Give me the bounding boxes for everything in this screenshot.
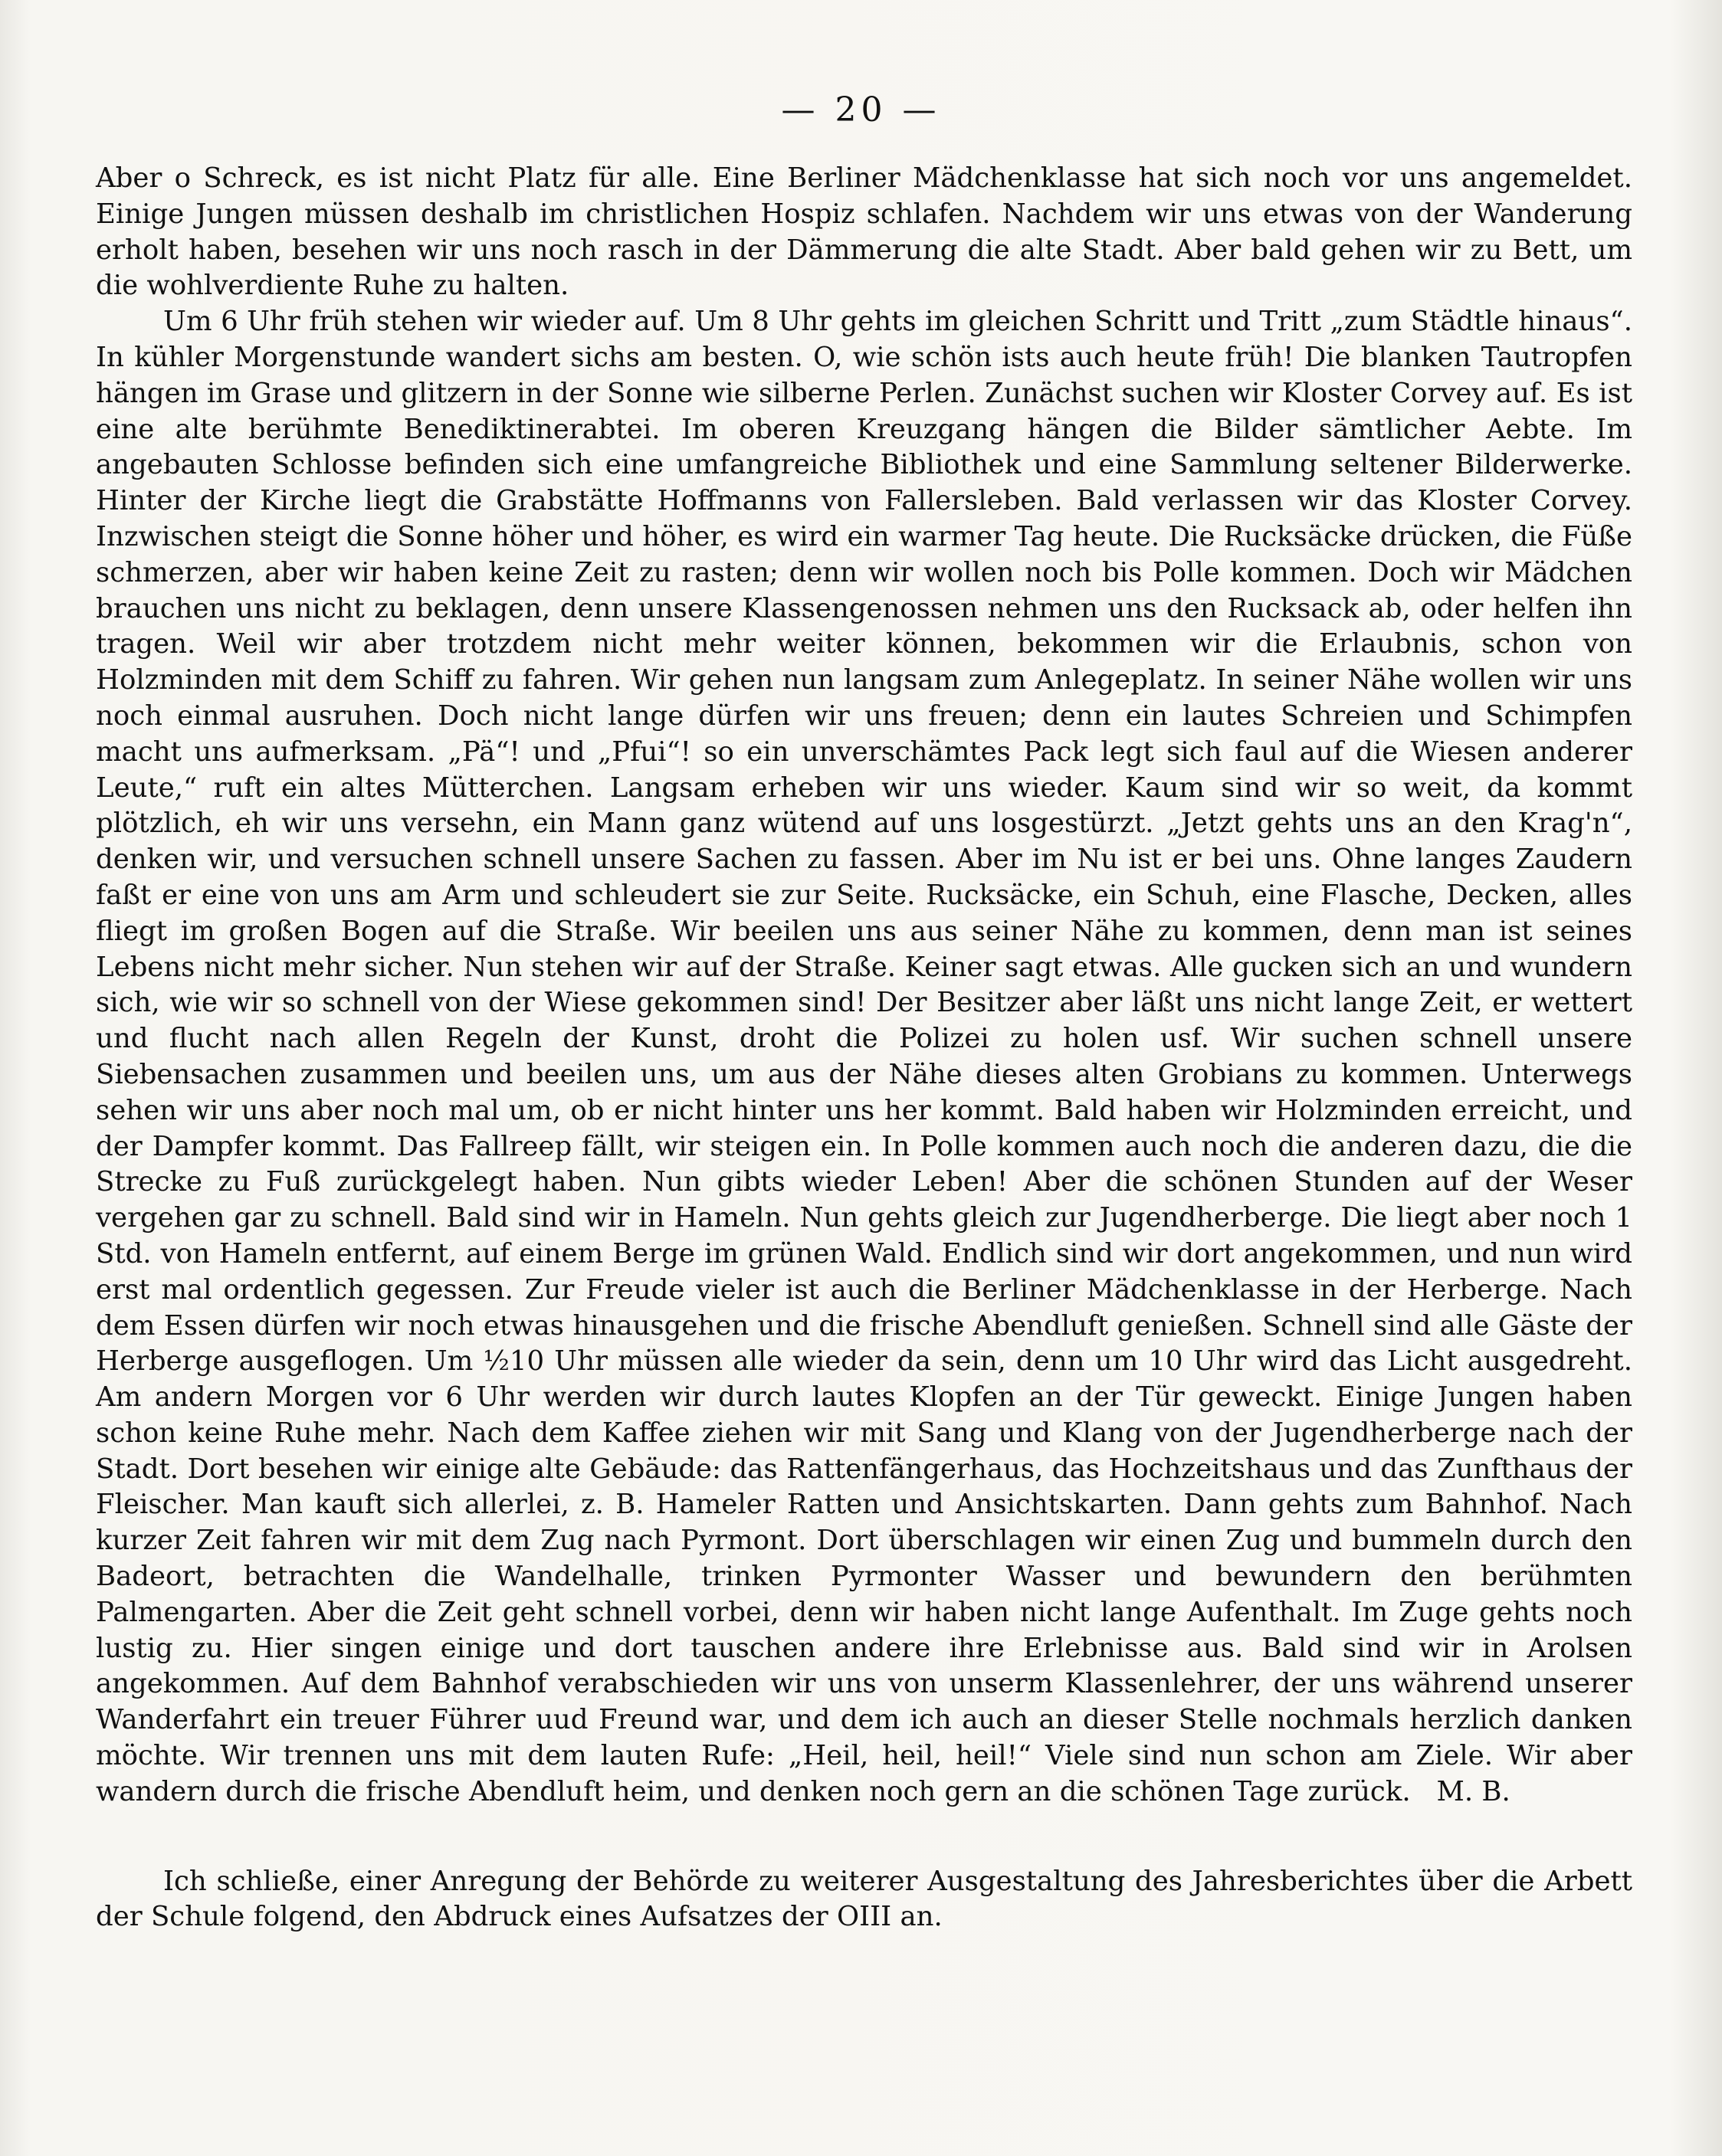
body-text bbox=[96, 161, 1632, 1935]
paragraph-arrival: Aber o Schreck, es ist nicht Platz für alle. Eine Berliner Mädchenklasse hat sich noch vor uns angemeldet. Einige Jungen müssen deshalb im christlichen Hospiz schlafen. Nachdem wir uns etwas von der Wanderung erholt haben, besehen wir uns noch rasch in der Dämmerung die alte Stadt. Aber bald gehen wir zu Bett, um die wohlverdiente Ruhe zu halten. bbox=[96, 162, 1632, 302]
paragraph-closing-note: Ich schließe, einer Anregung der Behörde zu weiterer Ausgestaltung des Jahresberichtes über die Arbett der Schule folgend, den Abdruck eines Aufsatzes der OIII an. bbox=[96, 1865, 1632, 1933]
page-number: — 20 — bbox=[781, 90, 941, 129]
paragraph-journey-text: Um 6 Uhr früh stehen wir wieder auf. Um 8 Uhr gehts im gleichen Schritt und Tritt „zum Städtle hinaus“. In kühler Morgenstunde wandert sichs am besten. O, wie schön ists auch heute früh! Die blanken Tautropfen hängen im Grase und glitzern in der Sonne wie silberne Perlen. Zunächst suchen wir Kloster Corvey auf. Es ist eine alte berühmte Benediktinerabtei. Im oberen Kreuzgang hängen die Bilder sämtlicher Aebte. Im angebauten Schlosse befinden sich eine umfangreiche Bibliothek und eine Sammlung seltener Bilderwerke. Hinter der Kirche liegt die Grabstätte Hoffmanns von Fallersleben. Bald verlassen wir das Kloster Corvey. Inzwischen steigt die Sonne höher und höher, es wird ein warmer Tag heute. Die Rucksäcke drücken, die Füße schmerzen, aber wir haben keine Zeit zu rasten; denn wir wollen noch bis Polle kommen. Doch wir Mädchen brauchen uns nicht zu beklagen, denn unsere Klassengenossen nehmen uns den Rucksack ab, oder helfen ihn tragen. Weil wir aber trotzdem nicht mehr weiter können, bekommen wir die Erlaubnis, schon von Holzminden mit dem Schiff zu fahren. Wir gehen nun langsam zum Anlegeplatz. In seiner Nähe wollen wir uns noch einmal ausruhen. Doch nicht lange dürfen wir uns freuen; denn ein lautes Schreien und Schimpfen macht uns aufmerksam. „Pä“! und „Pfui“! so ein unverschämtes Pack legt sich faul auf die Wiesen anderer Leute,“ ruft ein altes Mütterchen. Langsam erheben wir uns wieder. Kaum sind wir so weit, da kommt plötzlich, eh wir uns versehn, ein Mann ganz wütend auf uns losgestürzt. „Jetzt gehts uns an den Krag'n“, denken wir, und versuchen schnell unsere Sachen zu fassen. Aber im Nu ist er bei uns. Ohne langes Zaudern faßt er eine von uns am Arm und schleudert sie zur Seite. Rucksäcke, ein Schuh, eine Flasche, Decken, alles fliegt im großen Bogen auf die Straße. Wir beeilen uns aus seiner Nähe zu kommen, denn man ist seines Lebens nicht mehr sicher. Nun stehen wir auf der Straße. Keiner sagt etwas. Alle gucken sich an und wundern sich, wie wir so schnell von der Wiese gekommen sind! Der Besitzer aber läßt uns nicht lange Zeit, er wettert und flucht nach allen Regeln der Kunst, droht die Polizei zu holen usf. Wir suchen schnell unsere Siebensachen zusammen und beeilen uns, um aus der Nähe dieses alten Grobians zu kommen. Unterwegs sehen wir uns aber noch mal um, ob er nicht hinter uns her kommt. Bald haben wir Holzminden erreicht, und der Dampfer kommt. Das Fallreep fällt, wir steigen ein. In Polle kommen auch noch die anderen dazu, die die Strecke zu Fuß zurückgelegt haben. Nun gibts wieder Leben! Aber die schönen Stunden auf der Weser vergehen gar zu schnell. Bald sind wir in Hameln. Nun gehts gleich zur Jugendherberge. Die liegt aber noch 1 Std. von Hameln entfernt, auf einem Berge im grünen Wald. Endlich sind wir dort angekommen, und nun wird erst mal ordentlich gegessen. Zur Freude vieler ist auch die Berliner Mädchenklasse in der Herberge. Nach dem Essen dürfen wir noch etwas hinausgehen und die frische Abendluft genießen. Schnell sind alle Gäste der Herberge ausgeflogen. Um ½10 Uhr müssen alle wieder da sein, denn um 10 Uhr wird das Licht ausgedreht. Am andern Morgen vor 6 Uhr werden wir durch lautes Klopfen an der Tür geweckt. Einige Jungen haben schon keine Ruhe mehr. Nach dem Kaffee ziehen wir mit Sang und Klang von der Jugendherberge nach der Stadt. Dort besehen wir einige alte Gebäude: das Rattenfängerhaus, das Hochzeitshaus und das Zunfthaus der Fleischer. Man kauft sich allerlei, z. B. Hameler Ratten und Ansichtskarten. Dann gehts zum Bahnhof. Nach kurzer Zeit fahren wir mit dem Zug nach Pyrmont. Dort überschlagen wir einen Zug und bummeln durch den Badeort, betrachten die Wandelhalle, trinken Pyrmonter Wasser und bewundern den berühmten Palmengarten. Aber die Zeit geht schnell vorbei, denn wir haben nicht lange Aufenthalt. Im Zuge gehts noch lustig zu. Hier singen einige und dort tauschen andere ihre Erlebnisse aus. Bald sind wir in Arolsen angekommen. Auf dem Bahnhof verabschieden wir uns von unserm Klassenlehrer, der uns während unserer Wanderfahrt ein treuer Führer uud Freund war, und dem ich auch an dieser Stelle nochmals herzlich danken möchte. Wir trennen uns mit dem lauten Rufe: „Heil, heil, heil!“ Viele sind nun schon am Ziele. Wir aber wandern durch die frische Abendluft heim, und denken noch gern an die schönen Tage zurück. bbox=[96, 306, 1632, 1807]
author-signature: M. B. bbox=[1436, 1775, 1510, 1807]
paragraph-journey bbox=[96, 304, 1632, 1810]
